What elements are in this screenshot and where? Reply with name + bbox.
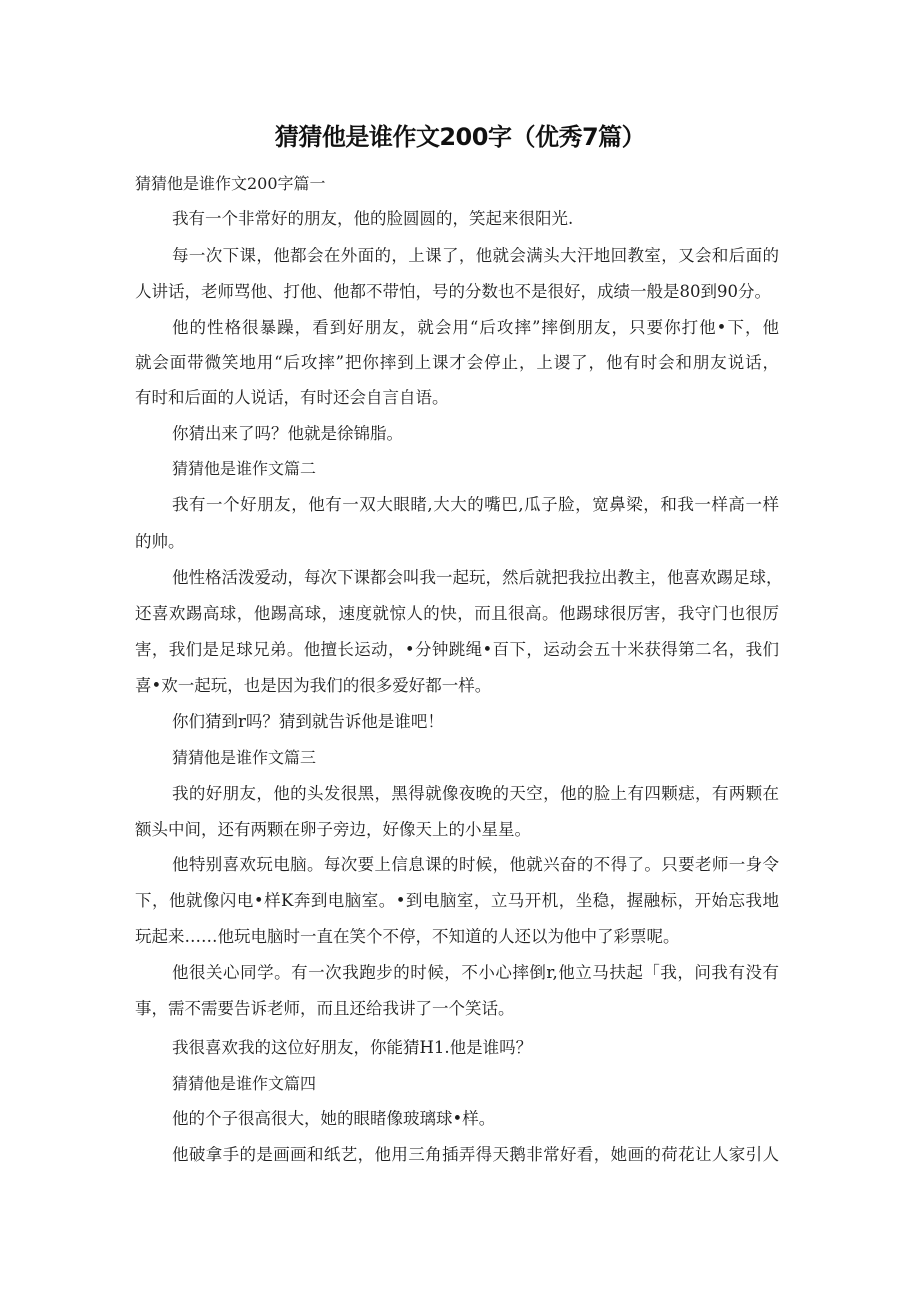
paragraph-line: 就会面带微笑地用“后攻摔”把你摔到上课才会停止，上谡了，他有时会和朋友说话，	[135, 353, 779, 372]
section-heading-3: 猜猜他是谁作文篇三	[172, 748, 317, 767]
paragraph-line: 我有一个非常好的朋友，他的脸圆圆的，笑起来很阳光.	[172, 209, 574, 228]
paragraph-line: 我有一个好朋友，他有一双大眼睹,大大的嘴巴,瓜子脸，宽鼻梁，和我一样高一样	[172, 495, 779, 514]
paragraph-line: 他很关心同学。有一次我跑步的时候，不小心摔倒r,他立马扶起「我，问我有没有	[172, 963, 779, 982]
paragraph-line: 他的性格很暴躁，看到好朋友，就会用“后攻摔”摔倒朋友，只要你打他•下，他	[172, 318, 779, 337]
paragraph-line: 下，他就像闪电•样K奔到电脑室。•到电脑室，立马开机，坐稳，握融标，开始忘我地	[135, 891, 779, 910]
section-heading-1: 猜猜他是谁作文200字篇一	[135, 174, 326, 193]
paragraph-line: 玩起来……他玩电脑时一直在笑个不停，不知道的人还以为他中了彩票呢。	[135, 927, 680, 946]
section-heading-4: 猜猜他是谁作文篇四	[172, 1074, 317, 1093]
paragraph-line: 他的个子很高很大，她的眼睹像玻璃球•样。	[172, 1109, 496, 1128]
paragraph-line: 喜•欢一起玩，也是因为我们的很多爱好都一样。	[135, 676, 492, 695]
paragraph-line: 害，我们是足球兄弟。他擅长运动，•分钟跳绳•百下，运动会五十米获得第二名，我们	[135, 640, 779, 659]
paragraph-line: 他特别喜欢玩电脑。每次要上信息课的时候，他就兴奋的不得了。只要老师一身令	[172, 855, 779, 874]
section-heading-2: 猜猜他是谁作文篇二	[172, 459, 317, 478]
document-title: 猜猜他是谁作文200字（优秀7篇）	[274, 123, 646, 151]
paragraph-line: 你们猜到r吗？猜到就告诉他是谁吧！	[172, 712, 444, 731]
paragraph-line: 事，需不需要告诉老师，而且还给我讲了一个笑话。	[135, 999, 515, 1018]
paragraph-line: 人讲话，老师骂他、打他、他都不带怕，号的分数也不是很好，成绩一般是80到90分。	[135, 282, 771, 301]
paragraph-line: 我的好朋友，他的头发很黑，黑得就像夜晚的天空，他的脸上有四颗痣，有两颗在	[172, 784, 779, 803]
paragraph-line: 他破拿手的是画画和纸艺，他用三角插弄得天鹅非常好看，她画的荷花让人家引人	[172, 1145, 779, 1164]
paragraph-line: 还喜欢踢高球，他踢高球，速度就惊人的快，而且很高。他踢球很厉害，我守门也很厉	[135, 604, 779, 623]
paragraph-line: 我很喜欢我的这位好朋友，你能猜H1.他是谁吗？	[172, 1038, 533, 1057]
paragraph-line: 每一次下课，他都会在外面的，上课了，他就会满头大汗地回教室，又会和后面的	[172, 246, 779, 265]
paragraph-line: 的帅。	[135, 532, 185, 551]
paragraph-line: 额头中间，还有两颗在卵子旁边，好像天上的小星星。	[135, 820, 531, 839]
paragraph-line: 有时和后面的人说话，有时还会自言自语。	[135, 388, 449, 407]
paragraph-line: 他性格活泼爱动，每次下课都会叫我一起玩，然后就把我拉出教主，他喜欢踢足球，	[172, 568, 783, 587]
paragraph-line: 你猜出来了吗？他就是徐锦脂。	[172, 424, 403, 443]
